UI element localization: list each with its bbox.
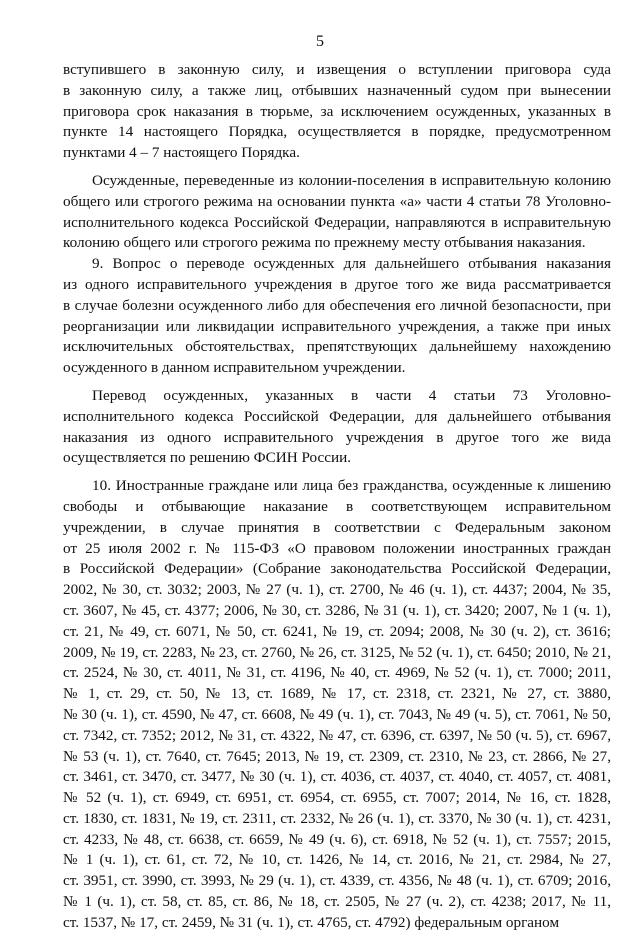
text-line: из одного исправительного учреждения в другое того же вида рассматривается xyxy=(63,275,611,293)
text-line: исключительных обстоятельствах, препятствующих дальнейшему нахождению xyxy=(63,338,611,356)
text-line: осуществляется по решению ФСИН России. xyxy=(63,449,352,467)
text-line: от 25 июля 2002 г. № 115-ФЗ «О правовом положении иностранных граждан xyxy=(63,539,611,557)
text-line: в законную силу, а также лиц, отбывших назначенный судом при вынесении xyxy=(63,81,611,99)
paragraph xyxy=(63,171,611,254)
text-line: реорганизации или ликвидации исправительного учреждения, а также при иных xyxy=(63,317,611,335)
text-line: № 52 (ч. 1), ст. 6949, ст. 6951, ст. 6954, ст. 6955, ст. 7007; 2014, № 16, ст. 1828, xyxy=(63,789,611,807)
text-line: приговора срок наказания в тюрьме, за исключением осужденных, указанных в xyxy=(63,102,611,120)
text-line: в случае болезни осужденного либо для обеспечения его личной безопасности, при xyxy=(63,296,611,314)
text-line: ст. 3461, ст. 3470, ст. 3477, № 30 (ч. 1), ст. 4036, ст. 4037, ст. 4040, ст. 4057, ст. 4081, xyxy=(63,768,611,786)
text-line: 9. Вопрос о переводе осужденных для дальнейшего отбывания наказания xyxy=(92,255,611,273)
text-line: пунктами 4 – 7 настоящего Порядка. xyxy=(63,144,300,162)
text-line: колонию общего или строгого режима по прежнему месту отбывания наказания. xyxy=(63,234,586,252)
text-line: № 53 (ч. 1), ст. 7640, ст. 7645; 2013, № 19, ст. 2309, ст. 2310, № 23, ст. 2866, № 27, xyxy=(63,747,611,765)
paragraph xyxy=(63,254,611,379)
text-line: 10. Иностранные граждане или лица без гражданства, осужденные к лишению xyxy=(92,477,611,495)
text-line: в Российской Федерации» (Собрание законодательства Российской Федерации, xyxy=(63,560,611,578)
text-line: свободы и отбывающие наказание в соответствующем исправительном xyxy=(63,497,611,515)
text-line: ст. 1830, ст. 1831, № 19, ст. 2311, ст. 2332, № 26 (ч. 1), ст. 3370, № 30 (ч. 1), ст. 4231, xyxy=(63,809,611,827)
text-line: 2002, № 30, ст. 3032; 2003, № 27 (ч. 1), ст. 2700, № 46 (ч. 1), ст. 4437; 2004, № 35, xyxy=(63,581,611,599)
text-line: ст. 2524, № 30, ст. 4011, № 31, ст. 4196, № 40, ст. 4969, № 52 (ч. 1), ст. 7000; 2011, xyxy=(63,664,611,682)
paragraph xyxy=(63,60,611,164)
text-line: № 1 (ч. 1), ст. 61, ст. 72, № 10, ст. 1426, № 14, ст. 2016, № 21, ст. 2984, № 27, xyxy=(63,851,611,869)
text-line: № 1, ст. 29, ст. 50, № 13, ст. 1689, № 17, ст. 2318, ст. 2321, № 27, ст. 3880, xyxy=(63,685,611,703)
text-line: общего или строгого режима на основании пункта «а» части 4 статьи 78 Уголовно- xyxy=(63,192,611,210)
text-line: № 30 (ч. 1), ст. 4590, № 47, ст. 6608, № 49 (ч. 1), ст. 7043, № 49 (ч. 5), ст. 7061, № 50, xyxy=(63,705,611,723)
text-line: № 1 (ч. 1), ст. 58, ст. 85, ст. 86, № 18, ст. 2505, № 27 (ч. 2), ст. 4238; 2017, № 11, xyxy=(63,893,611,911)
text-line: 2009, № 19, ст. 2283, № 23, ст. 2760, № 26, ст. 3125, № 52 (ч. 1), ст. 6450; 2010, № 21, xyxy=(63,643,611,661)
paragraph xyxy=(63,476,611,934)
page-number: 5 xyxy=(316,33,324,50)
paragraph xyxy=(63,386,611,469)
text-line: Осужденные, переведенные из колонии-поселения в исправительную колонию xyxy=(92,171,611,189)
text-line: ст. 21, № 49, ст. 6071, № 50, ст. 6241, № 19, ст. 2094; 2008, № 30 (ч. 2), ст. 3616; xyxy=(63,622,611,640)
text-line: исполнительного кодекса Российской Федерации, для дальнейшего отбывания xyxy=(63,407,611,425)
text-line: наказания из одного исправительного учреждения в другое того же вида xyxy=(63,428,611,446)
text-line: осужденного в данном исправительном учреждении. xyxy=(63,359,406,377)
text-line: учреждении, в случае принятия в соответствии с Федеральным законом xyxy=(63,518,611,536)
text-line: вступившего в законную силу, и извещения о вступлении приговора суда xyxy=(63,61,611,78)
document-body xyxy=(63,60,611,934)
text-line: Перевод осужденных, указанных в части 4 статьи 73 Уголовно- xyxy=(92,386,611,404)
text-line: исполнительного кодекса Российской Федерации, направляются в исправительную xyxy=(63,213,611,231)
text-line: ст. 7342, ст. 7352; 2012, № 31, ст. 4322, № 47, ст. 6396, ст. 6397, № 50 (ч. 5), ст. 6967, xyxy=(63,726,611,744)
text-line: пункте 14 настоящего Порядка, осуществляется в порядке, предусмотренном xyxy=(63,123,611,141)
text-line: ст. 4233, № 48, ст. 6638, ст. 6659, № 49 (ч. 6), ст. 6918, № 52 (ч. 1), ст. 7557; 2015, xyxy=(63,830,611,848)
text-line: ст. 3607, № 45, ст. 4377; 2006, № 30, ст. 3286, № 31 (ч. 1), ст. 3420; 2007, № 1 (ч. 1), xyxy=(63,601,611,619)
text-line: ст. 1537, № 17, ст. 2459, № 31 (ч. 1), ст. 4765, ст. 4792) федеральным органом xyxy=(63,913,560,931)
text-line: ст. 3951, ст. 3990, ст. 3993, № 29 (ч. 1), ст. 4339, ст. 4356, № 48 (ч. 1), ст. 6709; 2016, xyxy=(63,872,611,890)
